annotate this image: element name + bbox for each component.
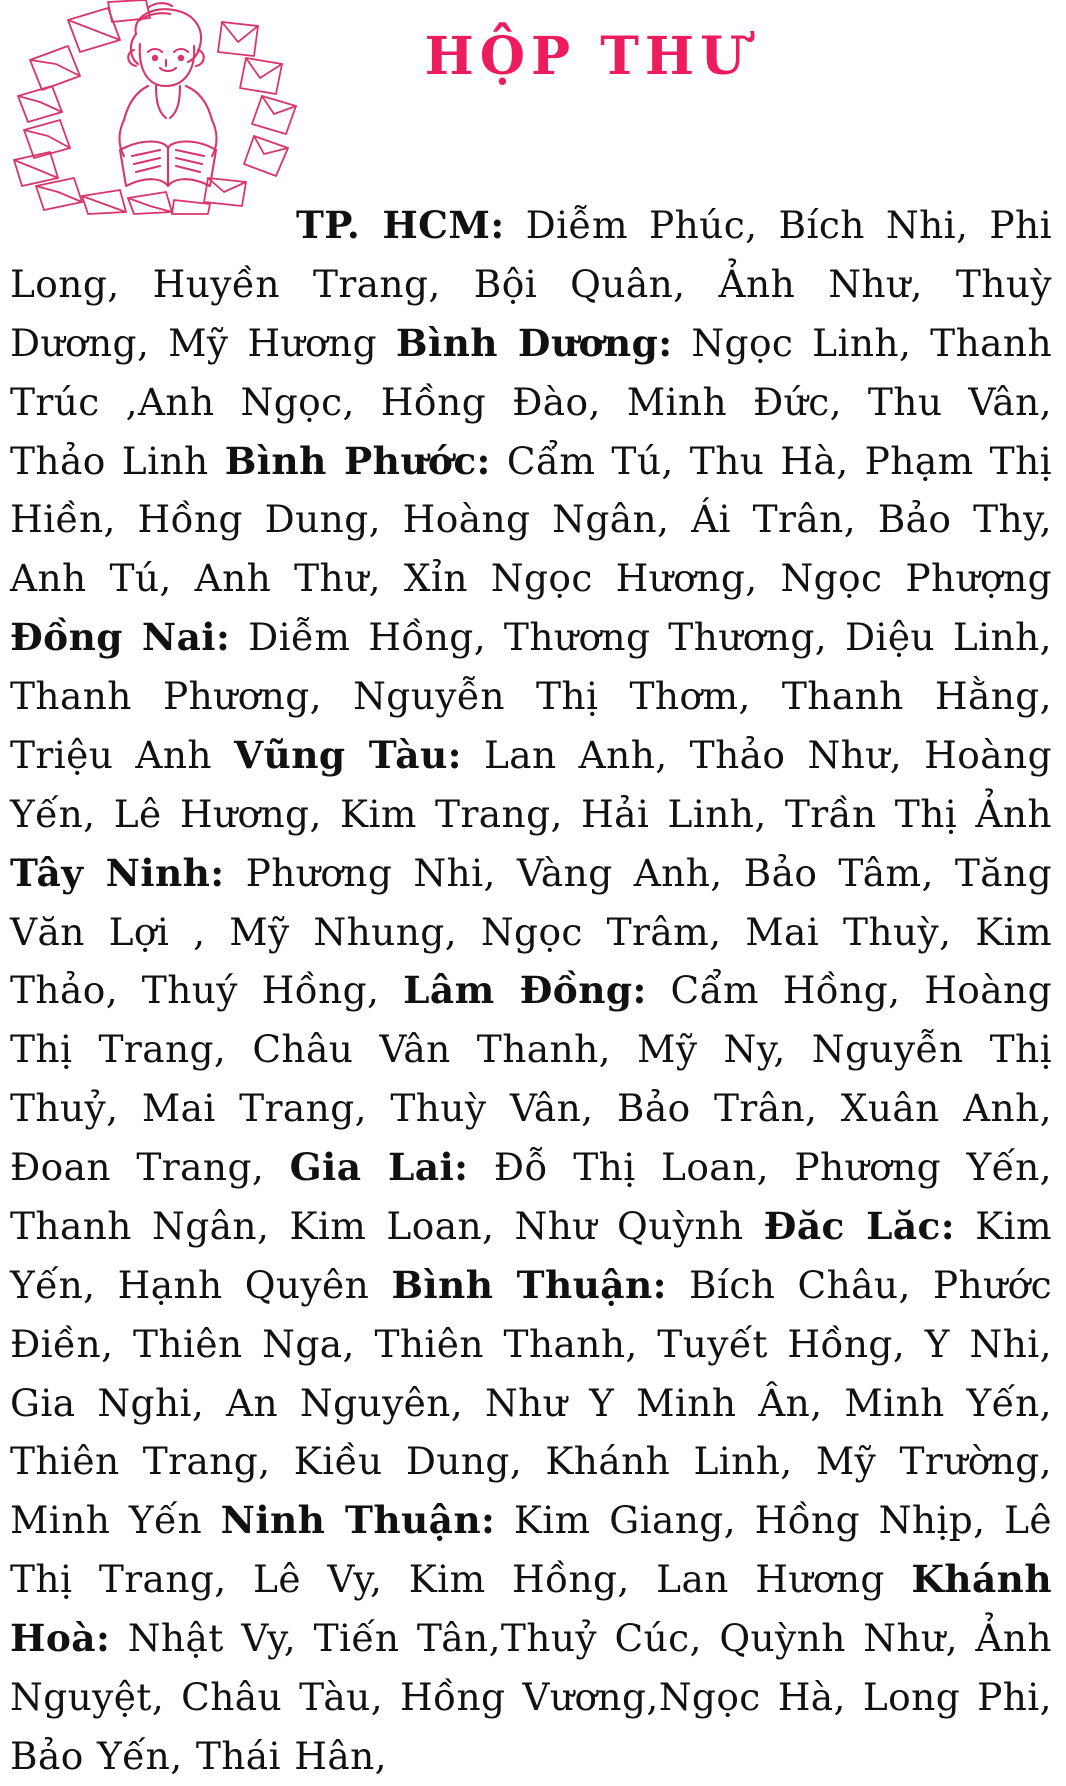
- page-header: [0, 0, 1066, 210]
- city-heading: Bình Dương:: [395, 320, 673, 365]
- name-list: Ngọc Linh, Thanh Trúc ,Anh Ngọc, Hồng Đào, Minh Đức, Thu Vân, Thảo Linh: [10, 320, 1052, 483]
- name-list: Kim Yến, Hạnh Quyên: [10, 1203, 1052, 1307]
- city-heading: Đăc Lăc:: [763, 1203, 956, 1248]
- city-heading: Lâm Đồng:: [403, 968, 647, 1013]
- city-heading: Vũng Tàu:: [234, 732, 462, 777]
- city-heading: Ninh Thuận:: [220, 1498, 496, 1543]
- name-list: Diễm Hồng, Thương Thương, Diệu Linh, Thanh Phương, Nguyễn Thị Thơm, Thanh Hằng, Triệu Anh: [10, 615, 1052, 777]
- name-list: Phương Nhi, Vàng Anh, Bảo Tâm, Tăng Văn Lợi , Mỹ Nhung, Ngọc Trâm, Mai Thuỳ, Kim Thảo, Thuý Hồng,: [10, 850, 1052, 1013]
- name-list: Diễm Phúc, Bích Nhi, Phi Long, Huyền Trang, Bội Quân, Ảnh Như, Thuỳ Dương, Mỹ Hương: [10, 203, 1052, 365]
- city-heading: Bình Phước:: [224, 438, 491, 483]
- name-list: Kim Giang, Hồng Nhịp, Lê Thị Trang, Lê Vy, Kim Hồng, Lan Hương: [10, 1498, 1052, 1602]
- city-heading: TP. HCM:: [296, 203, 505, 247]
- city-heading: Khánh Hoà:: [10, 1557, 1052, 1660]
- name-list: Cẩm Hồng, Hoàng Thị Trang, Châu Vân Thanh, Mỹ Ny, Nguyễn Thị Thuỷ, Mai Trang, Thuỳ Vân, Bảo Trân, Xuân Anh, Đoan Trang,: [10, 968, 1052, 1189]
- city-heading: Đồng Nai:: [10, 615, 231, 660]
- city-heading: Gia Lai:: [289, 1145, 469, 1189]
- name-list: Bích Châu, Phước Điền, Thiên Nga, Thiên Thanh, Tuyết Hồng, Y Nhi, Gia Nghi, An Nguyên, Như Y Minh Ân, Minh Yến, Thiên Trang, Kiều Dung, Khánh Linh, Mỹ Trường, Minh Yến: [10, 1262, 1053, 1543]
- page-title: HỘP THƯ: [424, 26, 752, 87]
- name-list: Đỗ Thị Loan, Phương Yến, Thanh Ngân, Kim Loan, Như Quỳnh: [10, 1145, 1052, 1248]
- name-list: Lan Anh, Thảo Như, Hoàng Yến, Lê Hương, Kim Trang, Hải Linh, Trần Thị Ảnh: [10, 732, 1052, 836]
- city-heading: Bình Thuận:: [391, 1262, 667, 1307]
- name-list: Nhật Vy, Tiến Tân,Thuỷ Cúc, Quỳnh Như, Ảnh Nguyệt, Châu Tàu, Hồng Vương,Ngọc Hà, Long Phi, Bảo Yến, Thái Hân,: [10, 1616, 1052, 1778]
- name-list: Cẩm Tú, Thu Hà, Phạm Thị Hiền, Hồng Dung, Hoàng Ngân, Ái Trân, Bảo Thy, Anh Tú, Anh Thư, Xỉn Ngọc Hương, Ngọc Phượng: [10, 438, 1053, 601]
- city-heading: Tây Ninh:: [10, 850, 225, 895]
- entry-list: [10, 203, 1052, 1778]
- hop-thu-body: [10, 196, 1052, 1786]
